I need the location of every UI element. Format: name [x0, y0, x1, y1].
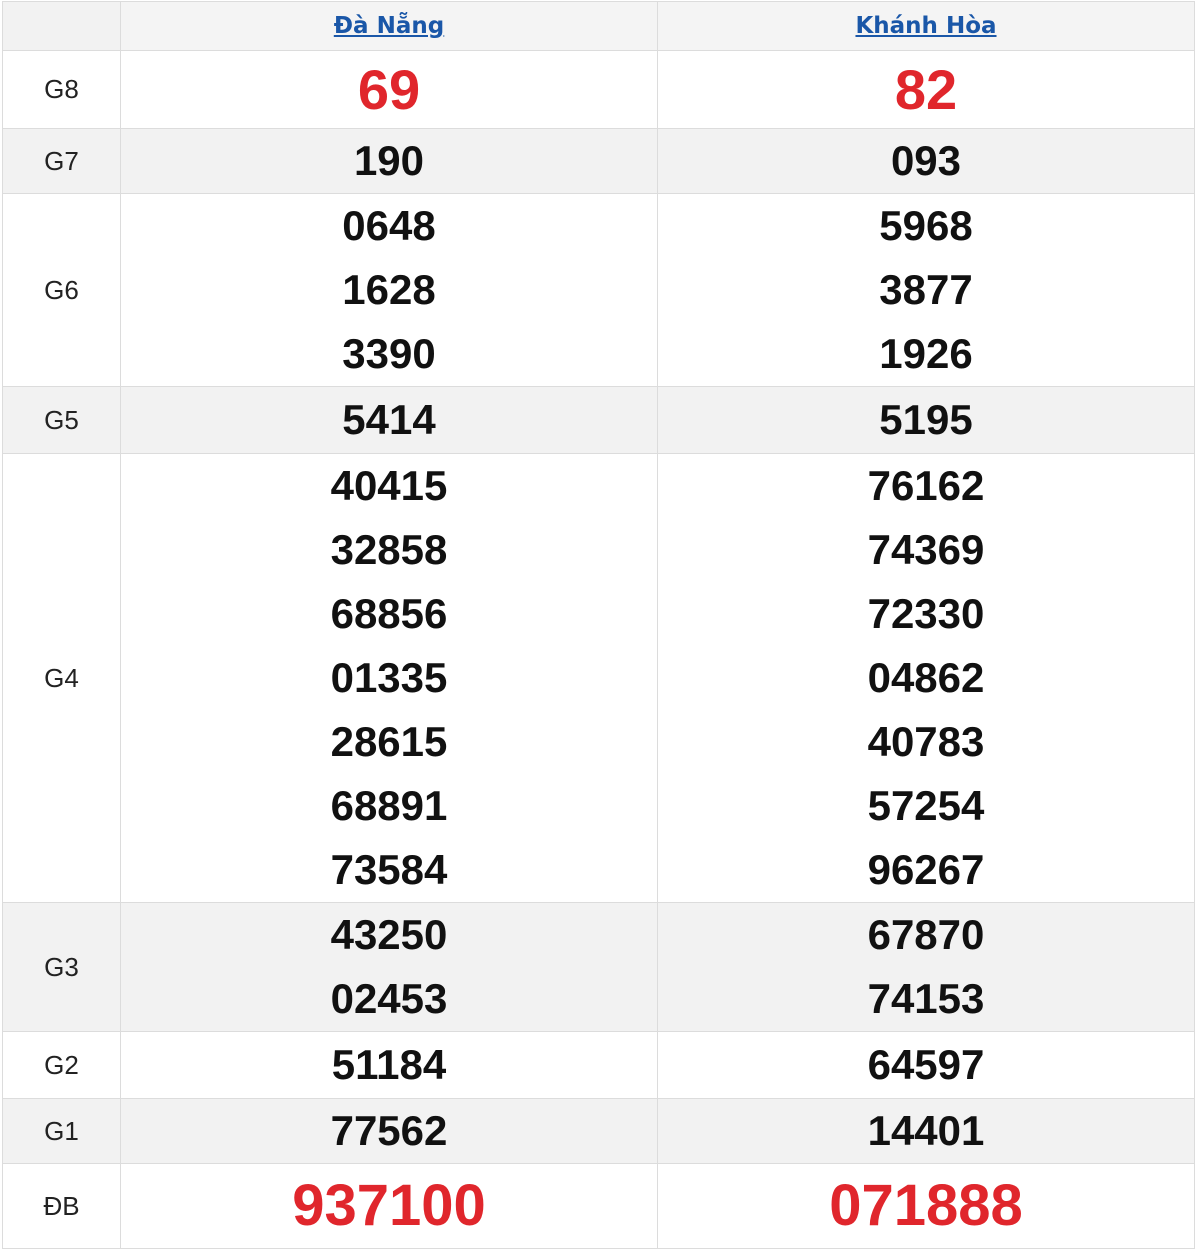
result-number: 76162	[867, 462, 985, 509]
result-number: 04862	[867, 654, 985, 701]
prize-label: G3	[3, 903, 121, 1032]
result-cell	[658, 454, 1195, 903]
result-number: 28615	[330, 718, 448, 765]
result-number: 68856	[330, 590, 448, 637]
result-number: 32858	[330, 526, 448, 573]
result-number: 40783	[867, 718, 985, 765]
result-number: 0648	[342, 202, 436, 249]
result-number: 74369	[867, 526, 985, 573]
prize-label: G4	[3, 454, 121, 903]
result-number: 093	[890, 137, 962, 184]
result-cell	[121, 903, 658, 1032]
result-cell	[658, 1032, 1195, 1099]
prize-label: G7	[3, 129, 121, 194]
result-cell	[121, 51, 658, 129]
result-number: 01335	[330, 654, 448, 701]
result-cell	[121, 387, 658, 454]
result-number: 73584	[330, 846, 448, 893]
result-number: 5414	[342, 396, 436, 443]
result-number: 5195	[879, 396, 973, 443]
result-cell	[658, 51, 1195, 129]
prize-row-g3	[3, 903, 1195, 1032]
province-link-khanh-hoa[interactable]: Khánh Hòa	[855, 13, 997, 39]
prize-label: ĐB	[3, 1164, 121, 1249]
province-header-cell	[121, 2, 658, 51]
result-number: 74153	[867, 975, 985, 1022]
prize-row-g1	[3, 1099, 1195, 1164]
prize-row-g6	[3, 194, 1195, 387]
province-header-cell	[658, 2, 1195, 51]
prize-row-g2	[3, 1032, 1195, 1099]
result-number: 69	[357, 58, 421, 121]
result-cell	[121, 129, 658, 194]
result-number: 77562	[330, 1107, 448, 1154]
result-number: 57254	[867, 782, 985, 829]
result-number: 5968	[879, 202, 973, 249]
result-cell	[658, 194, 1195, 387]
result-number: 51184	[331, 1041, 447, 1088]
result-number: 3877	[879, 266, 973, 313]
province-link-da-nang[interactable]: Đà Nẵng	[333, 13, 445, 39]
result-number: 40415	[330, 462, 448, 509]
prize-label: G6	[3, 194, 121, 387]
result-number: 1628	[342, 266, 436, 313]
result-cell	[121, 1099, 658, 1164]
result-cell	[658, 903, 1195, 1032]
prize-label: G1	[3, 1099, 121, 1164]
result-cell	[121, 1032, 658, 1099]
prize-row-g8	[3, 51, 1195, 129]
prize-label: G8	[3, 51, 121, 129]
prize-label: G2	[3, 1032, 121, 1099]
table-header-row	[3, 2, 1195, 51]
result-cell	[658, 1099, 1195, 1164]
result-number: 96267	[867, 846, 985, 893]
result-cell	[658, 129, 1195, 194]
result-number: 190	[353, 137, 425, 184]
special-prize-number: 937100	[292, 1173, 486, 1238]
result-number: 02453	[330, 975, 448, 1022]
result-number: 1926	[879, 330, 973, 377]
result-cell	[658, 387, 1195, 454]
special-prize-number: 071888	[829, 1173, 1023, 1238]
prize-row-g5	[3, 387, 1195, 454]
prize-row-special	[3, 1164, 1195, 1249]
prize-row-g7	[3, 129, 1195, 194]
result-number: 82	[894, 58, 958, 121]
result-number: 43250	[330, 911, 448, 958]
prize-row-g4	[3, 454, 1195, 903]
prize-label: G5	[3, 387, 121, 454]
result-cell	[658, 1164, 1195, 1249]
result-cell	[121, 1164, 658, 1249]
result-number: 72330	[867, 590, 985, 637]
result-cell	[121, 454, 658, 903]
result-number: 3390	[342, 330, 436, 377]
corner-cell	[3, 2, 121, 51]
result-number: 68891	[330, 782, 448, 829]
lottery-results-table	[2, 1, 1195, 1249]
result-cell	[121, 194, 658, 387]
result-number: 64597	[867, 1041, 985, 1088]
result-number: 67870	[867, 911, 985, 958]
result-number: 14401	[867, 1107, 985, 1154]
